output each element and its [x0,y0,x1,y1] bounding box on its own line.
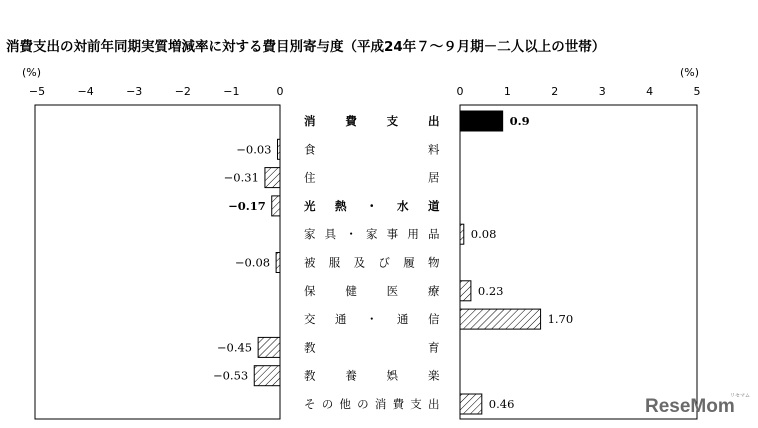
category-char: 医 [386,283,399,298]
category-char: の [321,397,334,411]
bar-negative [254,366,280,386]
value-label: 0.23 [477,283,504,298]
value-label: 0.9 [509,114,530,128]
category-label [304,171,440,185]
category-char: ・ [366,312,378,327]
category-char: 料 [428,142,440,157]
right-tick-label: 1 [503,85,511,98]
category-char: 消 [304,114,316,128]
category-char: 出 [428,397,440,411]
bar-positive [460,309,541,329]
category-char: ・ [345,227,357,242]
category-label [304,340,440,354]
category-char: 通 [397,312,409,327]
category-char: の [357,397,369,411]
bar-negative [278,139,281,159]
category-char: 履 [403,255,415,270]
category-char: 家 [304,227,316,242]
category-char: 及 [353,255,366,270]
watermark-subtext: リセマム [730,393,750,399]
category-char: 教 [304,368,316,383]
category-char: 被 [304,255,316,270]
value-label: −0.08 [234,255,271,270]
right-tick-label: 5 [693,85,701,98]
category-char: 水 [397,198,409,213]
value-label: −0.53 [212,368,249,383]
category-label [304,227,440,241]
left-axis-unit: (%) [22,66,42,79]
category-char: 道 [428,198,440,213]
bar-negative [265,168,280,188]
category-char: 熱 [335,198,347,213]
left-tick-label: −1 [223,85,240,98]
category-char: び [378,255,390,270]
category-char: 具 [324,227,337,242]
category-char: 支 [386,114,399,128]
category-char: 娯 [386,368,399,383]
category-char: 信 [428,312,440,327]
category-char: 出 [428,114,440,128]
bar-negative [276,253,280,273]
category-label [304,114,440,128]
right-axis-unit: (%) [680,66,700,79]
category-char: 消 [374,397,387,411]
category-char: 用 [407,227,419,242]
category-char: 育 [428,340,440,355]
chart-title: 消費支出の対前年同期実質増減率に対する費目別寄与度（平成24年７～９月期－二人以上の世帯） [6,39,606,55]
category-char: 光 [304,198,316,213]
value-label: −0.17 [228,198,266,213]
category-char: 費 [345,114,357,128]
category-char: 服 [328,255,341,270]
category-char: 楽 [428,368,440,383]
category-char: ・ [366,198,378,213]
left-tick-label: −5 [28,85,46,98]
category-label [304,284,440,298]
category-label [304,312,440,326]
category-char: 家 [366,227,378,242]
right-panel-frame [460,105,697,419]
category-char: 保 [304,283,316,298]
category-char: 教 [304,340,316,355]
value-label: −0.45 [216,340,253,355]
value-label: 0.46 [488,397,515,411]
category-char: 住 [304,170,316,185]
category-char: 品 [428,227,440,242]
category-label [304,142,440,156]
category-char: そ [304,397,316,411]
right-tick-label: 0 [456,85,464,98]
category-char: 事 [386,227,399,242]
watermark-text: ReseMom [645,396,735,417]
bar-positive [460,281,471,301]
bar-positive [460,111,503,131]
bar-negative [272,196,280,216]
bar-positive [460,224,464,244]
right-axis-ticks [457,85,701,98]
right-tick-label: 2 [551,85,559,98]
category-char: 居 [428,170,440,185]
left-tick-label: −2 [174,85,191,98]
value-label: −0.31 [223,170,259,185]
category-char: 食 [304,142,316,157]
bar-negative [258,337,280,357]
category-char: 健 [345,283,357,298]
resemom-watermark [645,393,750,417]
value-label: 0.08 [470,227,497,242]
bar-positive [460,394,482,414]
left-tick-label: −3 [126,85,143,98]
right-tick-label: 3 [598,85,606,98]
value-label: 1.70 [547,312,574,327]
category-char: 療 [428,283,440,298]
left-tick-label: −4 [77,85,94,98]
category-char: 他 [339,397,351,411]
right-tick-label: 4 [646,85,654,98]
category-char: 交 [304,312,316,327]
category-char: 通 [335,312,347,327]
category-label [304,397,440,411]
value-label: −0.03 [236,142,272,157]
category-labels-group [304,114,440,411]
category-label [304,256,440,270]
left-tick-label: 0 [276,85,284,98]
category-char: 費 [392,397,405,411]
category-char: 養 [345,368,357,383]
left-axis-ticks [29,85,284,98]
category-char: 物 [428,255,440,270]
category-label [304,199,440,213]
category-label [304,369,440,383]
category-char: 支 [410,397,422,411]
